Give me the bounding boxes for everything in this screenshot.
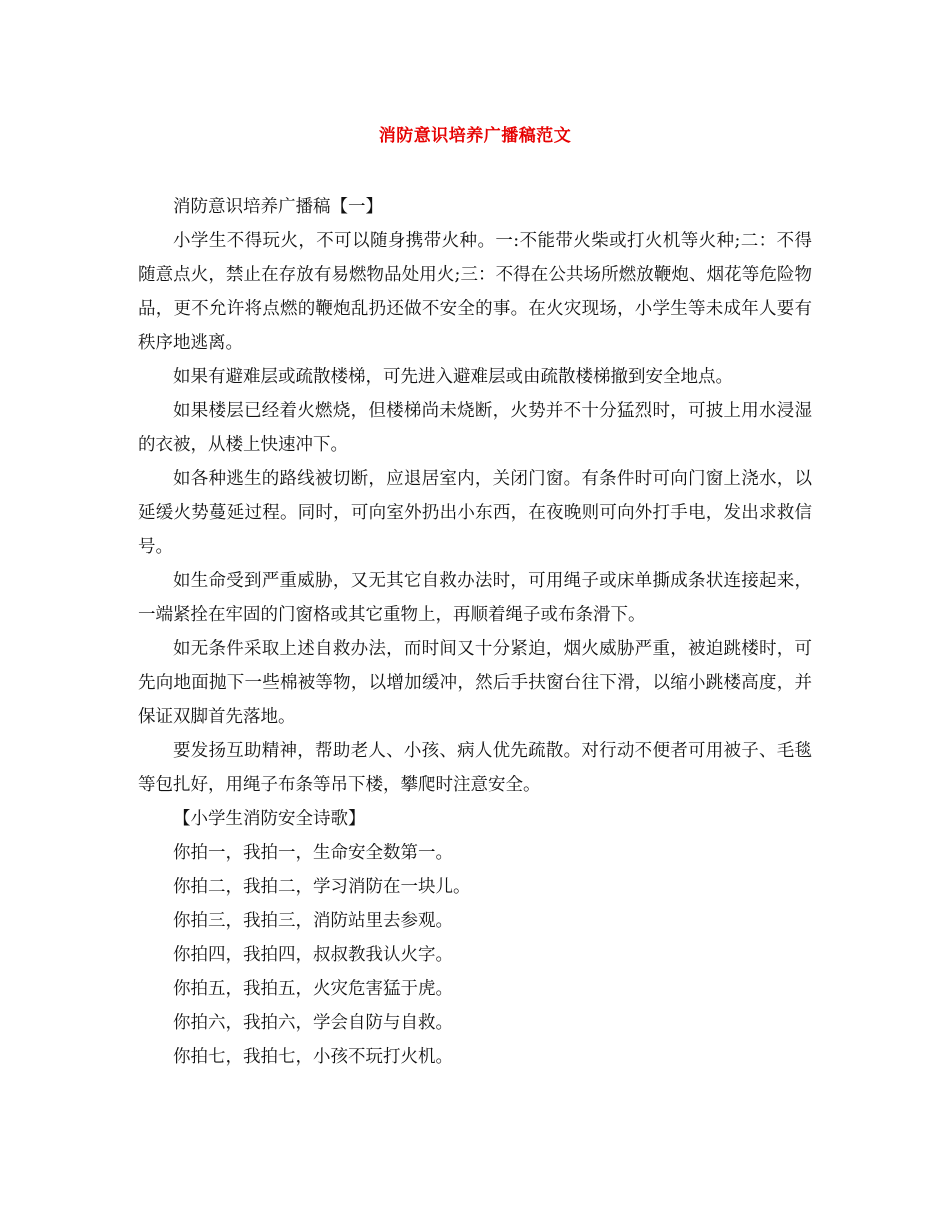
body-paragraph: 如果有避难层或疏散楼梯，可先进入避难层或由疏散楼梯撤到安全地点。 xyxy=(173,367,733,387)
poem-line: 你拍五，我拍五，火灾危害猛于虎。 xyxy=(173,979,453,999)
body-paragraph: 小学生不得玩火，不可以随身携带火种。一:不能带火柴或打火机等火种;二：不得随意点火，禁止在存放有易燃物品处用火;三：不得在公共场所燃放鞭炮、烟花等危险物品，更不允许将点燃的鞭炮乱扔还做不安全的事。在火灾现场，小学生等未成年人要有秩序地逃离。 xyxy=(138,231,812,353)
poem-line: 你拍三，我拍三，消防站里去参观。 xyxy=(173,911,453,931)
body-paragraph: 如无条件采取上述自救办法，而时间又十分紧迫，烟火威胁严重，被迫跳楼时，可先向地面抛下一些棉被等物，以增加缓冲，然后手扶窗台往下滑，以缩小跳楼高度，并保证双脚首先落地。 xyxy=(138,639,812,727)
poem-line: 你拍七，我拍七，小孩不玩打火机。 xyxy=(173,1047,453,1067)
body-paragraph: 如各种逃生的路线被切断，应退居室内，关闭门窗。有条件时可向门窗上浇水，以延缓火势蔓延过程。同时，可向室外扔出小东西，在夜晚则可向外打手电，发出求救信号。 xyxy=(138,469,812,557)
poem-line: 你拍六，我拍六，学会自防与自救。 xyxy=(173,1013,453,1033)
document-body xyxy=(138,190,812,1074)
poem-line: 你拍二，我拍二，学习消防在一块儿。 xyxy=(173,877,471,897)
poem-line: 你拍四，我拍四，叔叔教我认火字。 xyxy=(173,945,453,965)
body-paragraph: 如果楼层已经着火燃烧，但楼梯尚未烧断，火势并不十分猛烈时，可披上用水浸湿的衣被，从楼上快速冲下。 xyxy=(138,401,812,455)
section-heading: 消防意识培养广播稿【一】 xyxy=(173,197,383,217)
poem-heading: 【小学生消防安全诗歌】 xyxy=(173,809,366,829)
poem-line: 你拍一，我拍一，生命安全数第一。 xyxy=(173,843,453,863)
body-paragraph: 如生命受到严重威胁，又无其它自救办法时，可用绳子或床单撕成条状连接起来，一端紧拴在牢固的门窗格或其它重物上，再顺着绳子或布条滑下。 xyxy=(138,571,812,625)
document-title: 消防意识培养广播稿范文 xyxy=(378,126,572,146)
body-paragraph: 要发扬互助精神，帮助老人、小孩、病人优先疏散。对行动不便者可用被子、毛毯等包扎好，用绳子布条等吊下楼，攀爬时注意安全。 xyxy=(138,741,812,795)
